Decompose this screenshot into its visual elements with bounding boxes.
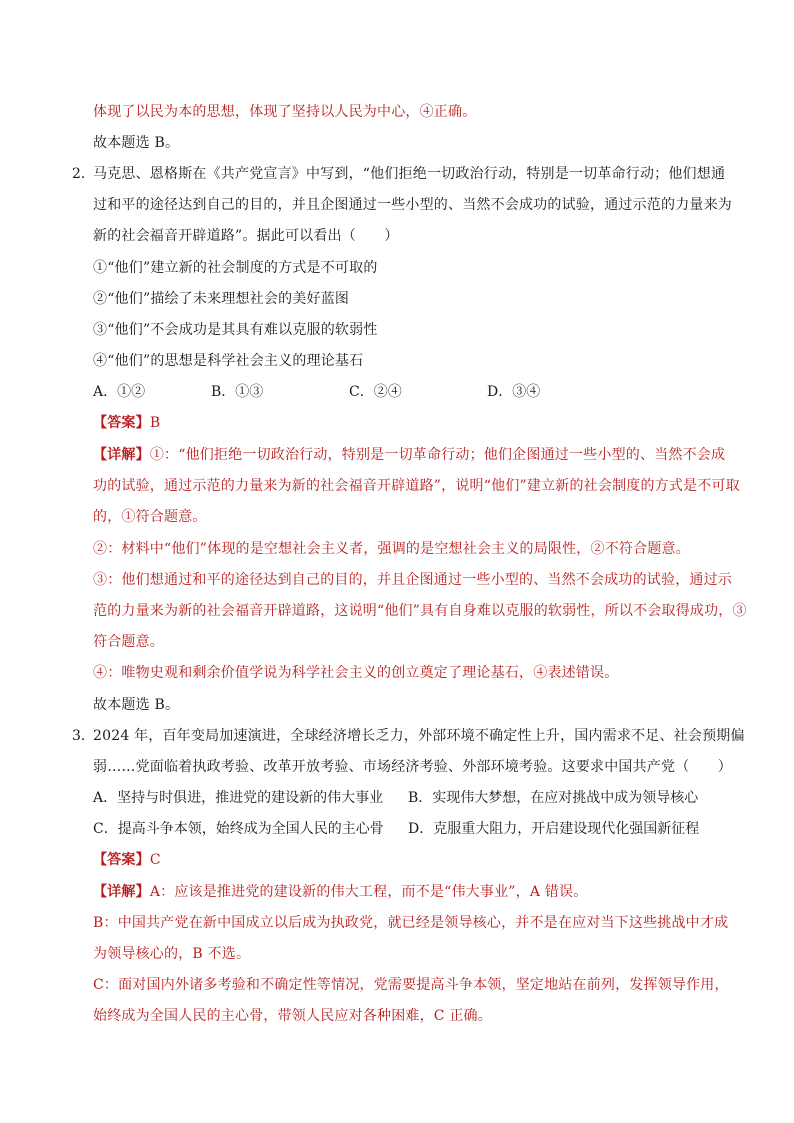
q2-detail-line-6: 范的力量来为新的社会福音开辟道路，这说明“他们”具有自身难以克服的软弱性，所以不会取得成功，③	[93, 603, 747, 619]
q3-stem-line-2: 弱……党面临着执政考验、改革开放考验、市场经济考验、外部环境考验。这要求中国共产党（ ）	[93, 759, 732, 775]
answer-value: C	[149, 852, 161, 868]
answer-tag: 【答案】	[93, 415, 150, 431]
conclusion-prev: 故本题选 B。	[93, 135, 180, 151]
detail-tag: 【详解】	[93, 884, 150, 900]
q2-detail-line-7: 符合题意。	[93, 634, 164, 650]
answer-value: B	[149, 415, 161, 431]
question-number-2: 2．	[72, 166, 95, 182]
q2-option-c: C．②④	[349, 384, 402, 400]
q2-option-d: D．③④	[487, 384, 541, 400]
q2-detail-line-4: ②：材料中“他们”体现的是空想社会主义者，强调的是空想社会主义的局限性，②不符合题意。	[93, 541, 690, 557]
q3-detail-line-3: 为领导核心的，B 不选。	[93, 946, 251, 962]
q2-detail-line-8: ④：唯物史观和剩余价值学说为科学社会主义的创立奠定了理论基石，④表述错误。	[93, 665, 619, 681]
detail-text: ①：“他们拒绝一切政治行动，特别是一切革命行动；他们企图通过一些小型的、当然不会成	[149, 447, 726, 463]
q2-detail-line-1	[93, 445, 725, 465]
q3-answer	[93, 850, 161, 870]
q3-option-a: A．坚持与时俱进，推进党的建设新的伟大事业	[93, 790, 384, 806]
q2-detail-line-2: 功的试验，通过示范的力量来为新的社会福音开辟道路”，说明“他们”建立新的社会制度的方式是不可取	[93, 478, 740, 494]
q2-option-b: B．①③	[211, 384, 264, 400]
q2-statement-2: ②“他们”描绘了未来理想社会的美好蓝图	[93, 291, 350, 307]
carry-over-line: 体现了以民为本的思想，体现了坚持以人民为中心，④正确。	[93, 104, 477, 120]
q3-option-d: D．克服重大阻力，开启建设现代化强国新征程	[408, 821, 700, 837]
detail-text: A：应该是推进党的建设新的伟大工程，而不是“伟大事业”，A 错误。	[149, 884, 588, 900]
question-number-3: 3．	[72, 728, 95, 744]
q3-detail-line-4: C：面对国内外诸多考验和不确定性等情况，党需要提高斗争本领，坚定地站在前列，发挥领导作用，	[93, 977, 729, 993]
q3-detail-line-1	[93, 882, 587, 902]
q3-option-c: C．提高斗争本领，始终成为全国人民的主心骨	[93, 821, 384, 837]
q3-stem-line-1: 2024 年，百年变局加速演进，全球经济增长乏力，外部环境不确定性上升，国内需求不足、社会预期偏	[93, 728, 745, 744]
q2-statement-1: ①“他们”建立新的社会制度的方式是不可取的	[93, 260, 378, 276]
q2-statement-3: ③“他们”不会成功是其具有难以克服的软弱性	[93, 322, 378, 338]
q2-option-a: A．①②	[93, 384, 146, 400]
q2-detail-line-5: ③：他们想通过和平的途径达到自己的目的，并且企图通过一些小型的、当然不会成功的试验，通过示	[93, 572, 732, 588]
q3-option-b: B．实现伟大梦想，在应对挑战中成为领导核心	[408, 790, 699, 806]
q2-conclusion: 故本题选 B。	[93, 697, 180, 713]
q2-detail-line-3: 的，①符合题意。	[93, 509, 207, 525]
q2-statement-4: ④“他们”的思想是科学社会主义的理论基石	[93, 353, 364, 369]
q2-stem-line-2: 过和平的途径达到自己的目的，并且企图通过一些小型的、当然不会成功的试验，通过示范的力量来为	[93, 197, 732, 213]
q2-stem-line-1: 马克思、恩格斯在《共产党宣言》中写到，“他们拒绝一切政治行动，特别是一切革命行动；他们想通	[93, 166, 726, 182]
detail-tag: 【详解】	[93, 447, 150, 463]
q3-detail-line-2: B：中国共产党在新中国成立以后成为执政党，就已经是领导核心，并不是在应对当下这些挑战中才成	[93, 915, 729, 931]
q2-answer	[93, 413, 160, 433]
q2-stem-line-3: 新的社会福音开辟道路”。据此可以看出（ ）	[93, 228, 399, 244]
answer-tag: 【答案】	[93, 852, 150, 868]
q3-detail-line-5: 始终成为全国人民的主心骨，带领人民应对各种困难，C 正确。	[93, 1008, 492, 1024]
